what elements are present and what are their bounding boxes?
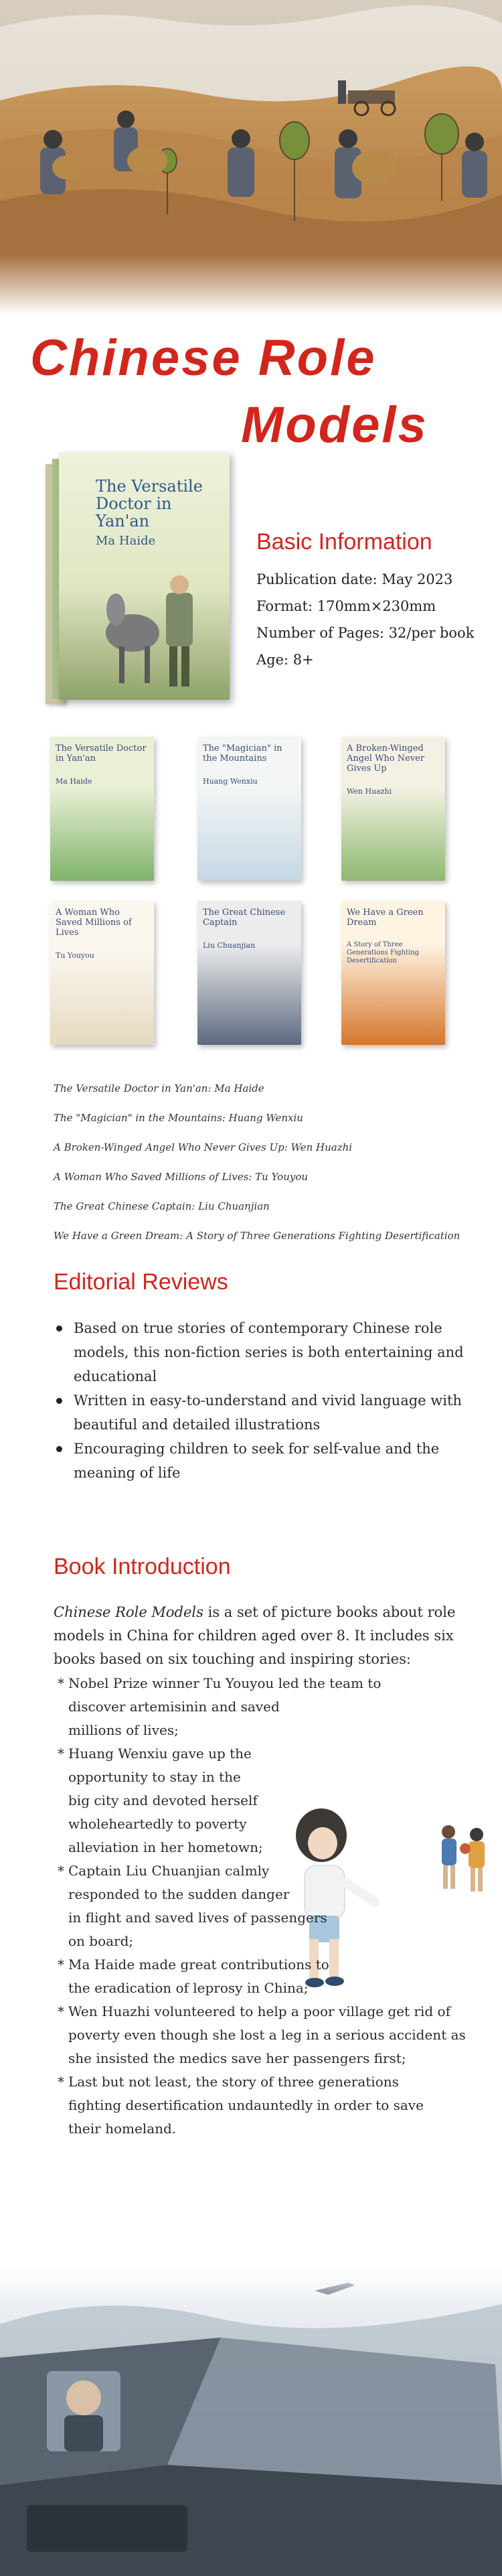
cover-sub-2: Huang Wenxiu (203, 777, 258, 786)
asterisk-bullet: * (58, 2074, 64, 2090)
story-line: Huang Wenxiu gave up the (68, 1745, 252, 1762)
asterisk-bullet: * (58, 2003, 64, 2019)
story-line: big city and devoted herself (68, 1792, 258, 1808)
donkey-doctor-illustration (86, 553, 220, 693)
story-item (58, 1672, 483, 1742)
story-line: in flight and saved lives of passengers (68, 1910, 327, 1926)
asterisk-bullet: * (58, 1745, 64, 1762)
cover-title-4: A Woman Who Saved Millions of Lives (56, 908, 132, 938)
list-item: We Have a Green Dream: A Story of Three Generations Fighting Desertification (54, 1230, 461, 1242)
cover-title-6: We Have a Green Dream (347, 908, 424, 928)
featured-cover-title-1: The Versatile (96, 477, 203, 496)
review-item: Written in easy-to-understand and vivid language with beautiful and detailed illustrations (54, 1388, 482, 1437)
cover-sub-3: Wen Huazhi (347, 787, 392, 796)
story-item (58, 2000, 483, 2070)
list-item: The "Magician" in the Mountains: Huang Wenxiu (54, 1112, 303, 1124)
basic-info-heading: Basic Information (256, 529, 432, 555)
story-line: fighting desertification undauntedly in order to save (68, 2097, 424, 2113)
book-cover-1 (50, 737, 154, 881)
page-title-line-2: Models (241, 397, 428, 453)
story-item (58, 1953, 483, 2000)
book-cover-6 (341, 901, 445, 1045)
story-line: poverty even though she lost a leg in a serious accident as (68, 2027, 466, 2043)
page-title-line-1: Chinese Role (30, 330, 377, 386)
cover-sub-4: Tu Youyou (56, 951, 94, 960)
story-line: responded to the sudden danger (68, 1886, 290, 1902)
series-name: Chinese Role Models (54, 1604, 203, 1620)
hero-illustration (0, 0, 502, 315)
cover-title-1: The Versatile Doctor in Yan'an (56, 743, 147, 764)
list-item: The Great Chinese Captain: Liu Chuanjian (54, 1200, 270, 1212)
story-item (58, 1742, 282, 1859)
desert-planting-scene (0, 0, 502, 315)
book-cover-3 (341, 737, 445, 881)
featured-book (46, 452, 233, 707)
story-line: opportunity to stay in the (68, 1769, 241, 1785)
pilot-cockpit-scene (0, 2264, 502, 2576)
story-line: Last but not least, the story of three generations (68, 2074, 399, 2090)
story-line: alleviation in her hometown; (68, 1839, 263, 1855)
page-count: Number of Pages: 32/per book (256, 625, 475, 641)
asterisk-bullet: * (58, 1675, 64, 1691)
publication-date: Publication date: May 2023 (256, 571, 453, 587)
story-item (58, 1859, 349, 1953)
story-line: Wen Huazhi volunteered to help a poor village get rid of (68, 2003, 450, 2019)
story-line: on board; (68, 1933, 134, 1949)
review-item: Based on true stories of contemporary Chinese role models, this non-fiction series is both entertaining and educational (54, 1316, 482, 1388)
book-title-list (54, 1074, 482, 1250)
basic-info-list (256, 566, 474, 673)
book-format: Format: 170mm×230mm (256, 598, 436, 614)
book-cover-4 (50, 901, 154, 1045)
list-item: A Broken-Winged Angel Who Never Gives Up: Wen Huazhi (54, 1141, 353, 1153)
cover-title-3: A Broken-Winged Angel Who Never Gives Up (347, 743, 425, 774)
cover-sub-6: A Story of Three Generations Fighting Desertification (347, 941, 420, 964)
age-range: Age: 8+ (256, 652, 314, 668)
intro-heading: Book Introduction (54, 1554, 231, 1579)
story-line: she insisted the medics save her passengers first; (68, 2050, 406, 2066)
list-item: A Woman Who Saved Millions of Lives: Tu Youyou (54, 1171, 309, 1183)
book-cover-2 (197, 737, 301, 881)
story-line: Ma Haide made great contributions to (68, 1956, 329, 1973)
featured-cover-subtitle: Ma Haide (96, 534, 156, 548)
list-item: The Versatile Doctor in Yan'an: Ma Haide (54, 1082, 264, 1094)
story-line: Captain Liu Chuanjian calmly (68, 1863, 270, 1879)
children-with-ball-illustration (435, 1818, 495, 1906)
cockpit-illustration (0, 2264, 502, 2576)
intro-lead: is a set of picture books about role models in China for children aged over 8. It includes six books based on six touching and inspiring stories: (54, 1604, 456, 1667)
cover-sub-5: Liu Chuanjian (203, 941, 256, 950)
editorial-heading: Editorial Reviews (54, 1269, 228, 1295)
editorial-reviews (54, 1316, 482, 1485)
review-item: Encouraging children to seek for self-value and the meaning of life (54, 1437, 482, 1485)
story-line: Nobel Prize winner Tu Youyou led the team to (68, 1675, 382, 1691)
cover-title-2: The "Magician" in the Mountains (203, 743, 282, 764)
intro-paragraph (54, 1601, 482, 1671)
cover-sub-1: Ma Haide (56, 777, 92, 786)
story-line: wholeheartedly to poverty (68, 1816, 247, 1832)
featured-book-cover (59, 452, 230, 700)
story-line: their homeland. (68, 2121, 177, 2137)
asterisk-bullet: * (58, 1956, 64, 1973)
story-line: discover artemisinin and saved (68, 1699, 280, 1715)
asterisk-bullet: * (58, 1863, 64, 1879)
story-line: the eradication of leprosy in China; (68, 1980, 309, 1996)
story-line: millions of lives; (68, 1722, 179, 1738)
story-item (58, 2070, 483, 2141)
cover-title-5: The Great Chinese Captain (203, 908, 286, 928)
featured-cover-title-2: Doctor in Yan'an (96, 494, 172, 530)
book-cover-5 (197, 901, 301, 1045)
